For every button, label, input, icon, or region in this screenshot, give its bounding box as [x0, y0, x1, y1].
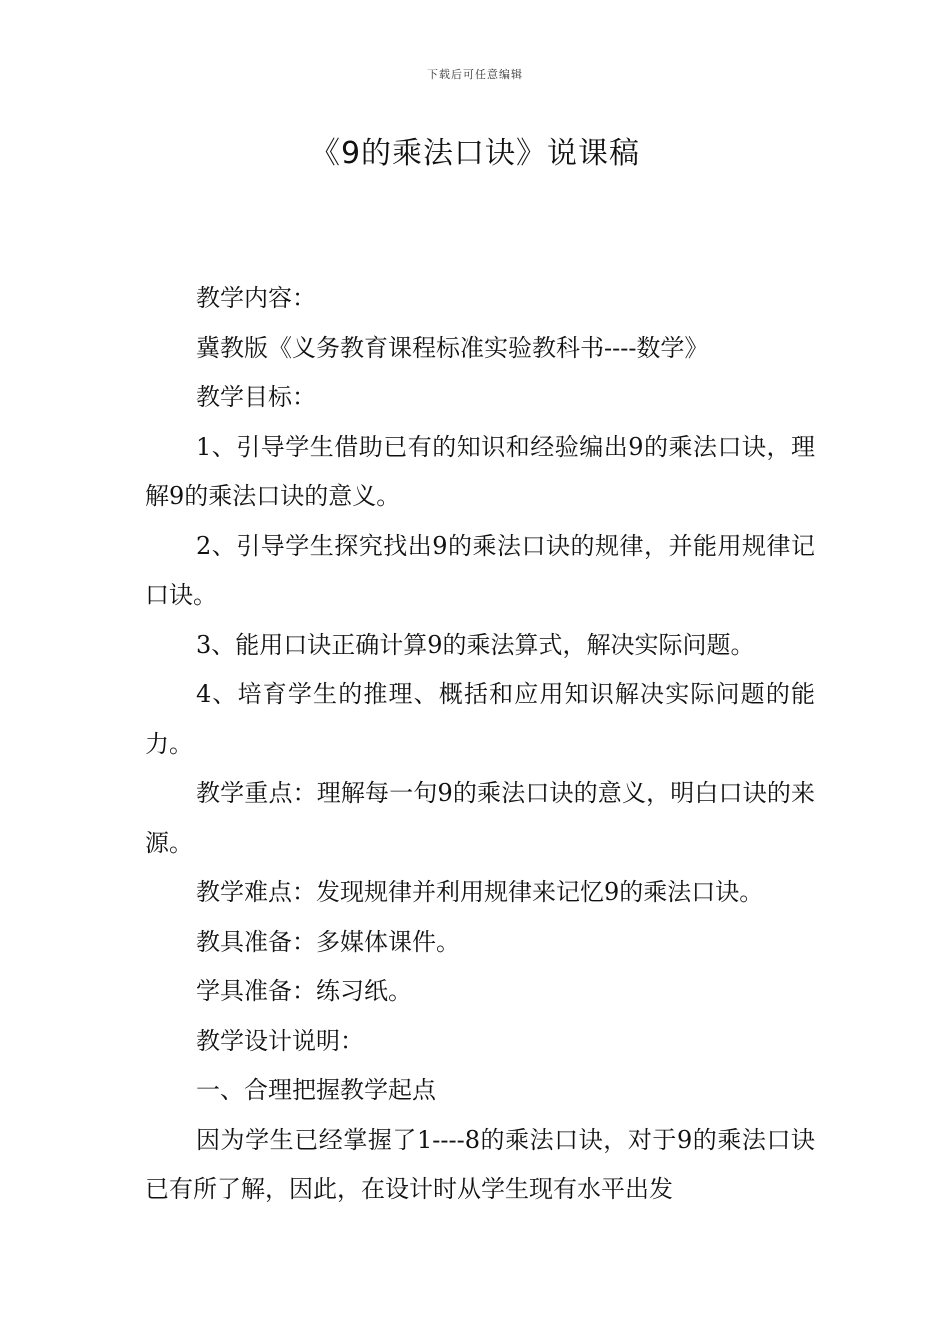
- paragraph-section-1-heading: 一、合理把握教学起点: [196, 1076, 436, 1104]
- paragraph-goal-4: 4、培育学生的推理、概括和应用知识解决实际问题的能力。: [145, 680, 815, 758]
- paragraph-section-1-text: 因为学生已经掌握了1----8的乘法口诀，对于9的乘法口诀已有所了解，因此，在设计时从学生现有水平出发: [145, 1125, 815, 1203]
- paragraph-learning-aids: 学具准备：练习纸。: [196, 977, 412, 1005]
- document-body: [145, 274, 815, 1215]
- document-title: 《9的乘法口诀》说课稿: [309, 136, 641, 171]
- header-note: 下载后可任意编辑: [427, 68, 523, 81]
- paragraph-difficulty: 教学难点：发现规律并利用规律来记忆9的乘法口诀。: [196, 878, 764, 906]
- paragraph-goal-2: 2、引导学生探究找出9的乘法口诀的规律，并能用规律记口诀。: [145, 531, 815, 609]
- paragraph-textbook: 冀教版《义务教育课程标准实验教科书----数学》: [196, 333, 709, 362]
- paragraph-goal-3: 3、能用口诀正确计算9的乘法算式，解决实际问题。: [196, 630, 755, 659]
- paragraph-teaching-content-label: 教学内容：: [196, 284, 316, 312]
- paragraph-teaching-goals-label: 教学目标：: [196, 383, 316, 411]
- paragraph-goal-1: 1、引导学生借助已有的知识和经验编出9的乘法口诀，理解9的乘法口诀的意义。: [145, 432, 815, 510]
- paragraph-teaching-aids: 教具准备：多媒体课件。: [196, 927, 460, 956]
- paragraph-key-point: 教学重点：理解每一句9的乘法口诀的意义，明白口诀的来源。: [145, 779, 815, 857]
- paragraph-design-notes-label: 教学设计说明：: [196, 1026, 364, 1055]
